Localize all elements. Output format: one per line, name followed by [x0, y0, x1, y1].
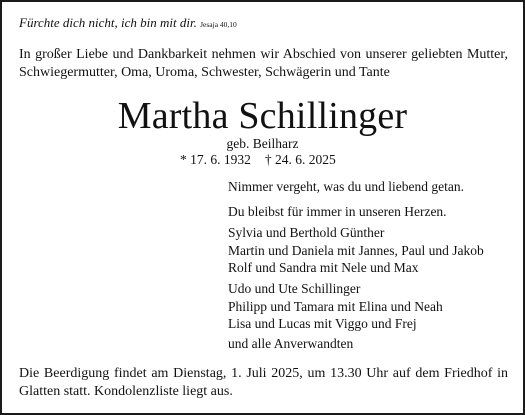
intro-text: In großer Liebe und Dankbarkeit nehmen wir Abschied von unserer geliebten Mutter, Schwiegermutter, Oma, Uroma, Schwester, Schwägerin und Tante	[19, 47, 508, 80]
mourner-line: Philipp und Tamara mit Elina und Neah	[228, 298, 443, 314]
quote-text: Fürchte dich nicht, ich bin mit dir.	[19, 15, 197, 30]
mourner-line: Lisa und Lucas mit Viggo und Frej	[228, 316, 417, 331]
verse-line-2: Du bleibst für immer in unseren Herzen.	[228, 204, 447, 219]
quote-reference: Jesaja 40,10	[200, 20, 237, 29]
birth-name: geb. Beilharz	[226, 136, 299, 151]
funeral-details: Die Beerdigung findet am Dienstag, 1. Juli 2025, um 13.30 Uhr auf dem Friedhof in Glatten statt. Kondolenzliste liegt aus.	[19, 366, 508, 399]
mourners-group-2	[228, 280, 443, 333]
mourner-line: Sylvia und Berthold Günther	[228, 225, 385, 240]
mourner-line: Udo und Ute Schillinger	[228, 281, 361, 296]
mourners-group-1	[228, 224, 484, 277]
deceased-name: Martha Schillinger	[117, 95, 408, 137]
death-date: † 24. 6. 2025	[264, 152, 336, 167]
verse-line-1: Nimmer vergeht, was du und liebend getan.	[228, 179, 464, 194]
life-dates	[180, 152, 336, 168]
mourner-line: Martin und Daniela mit Jannes, Paul und Jakob	[228, 242, 484, 258]
mourner-line: Rolf und Sandra mit Nele und Max	[228, 260, 419, 275]
birth-date: * 17. 6. 1932	[180, 152, 251, 167]
bible-quote	[19, 15, 237, 31]
mourner-relatives: und alle Anverwandten	[228, 336, 354, 351]
